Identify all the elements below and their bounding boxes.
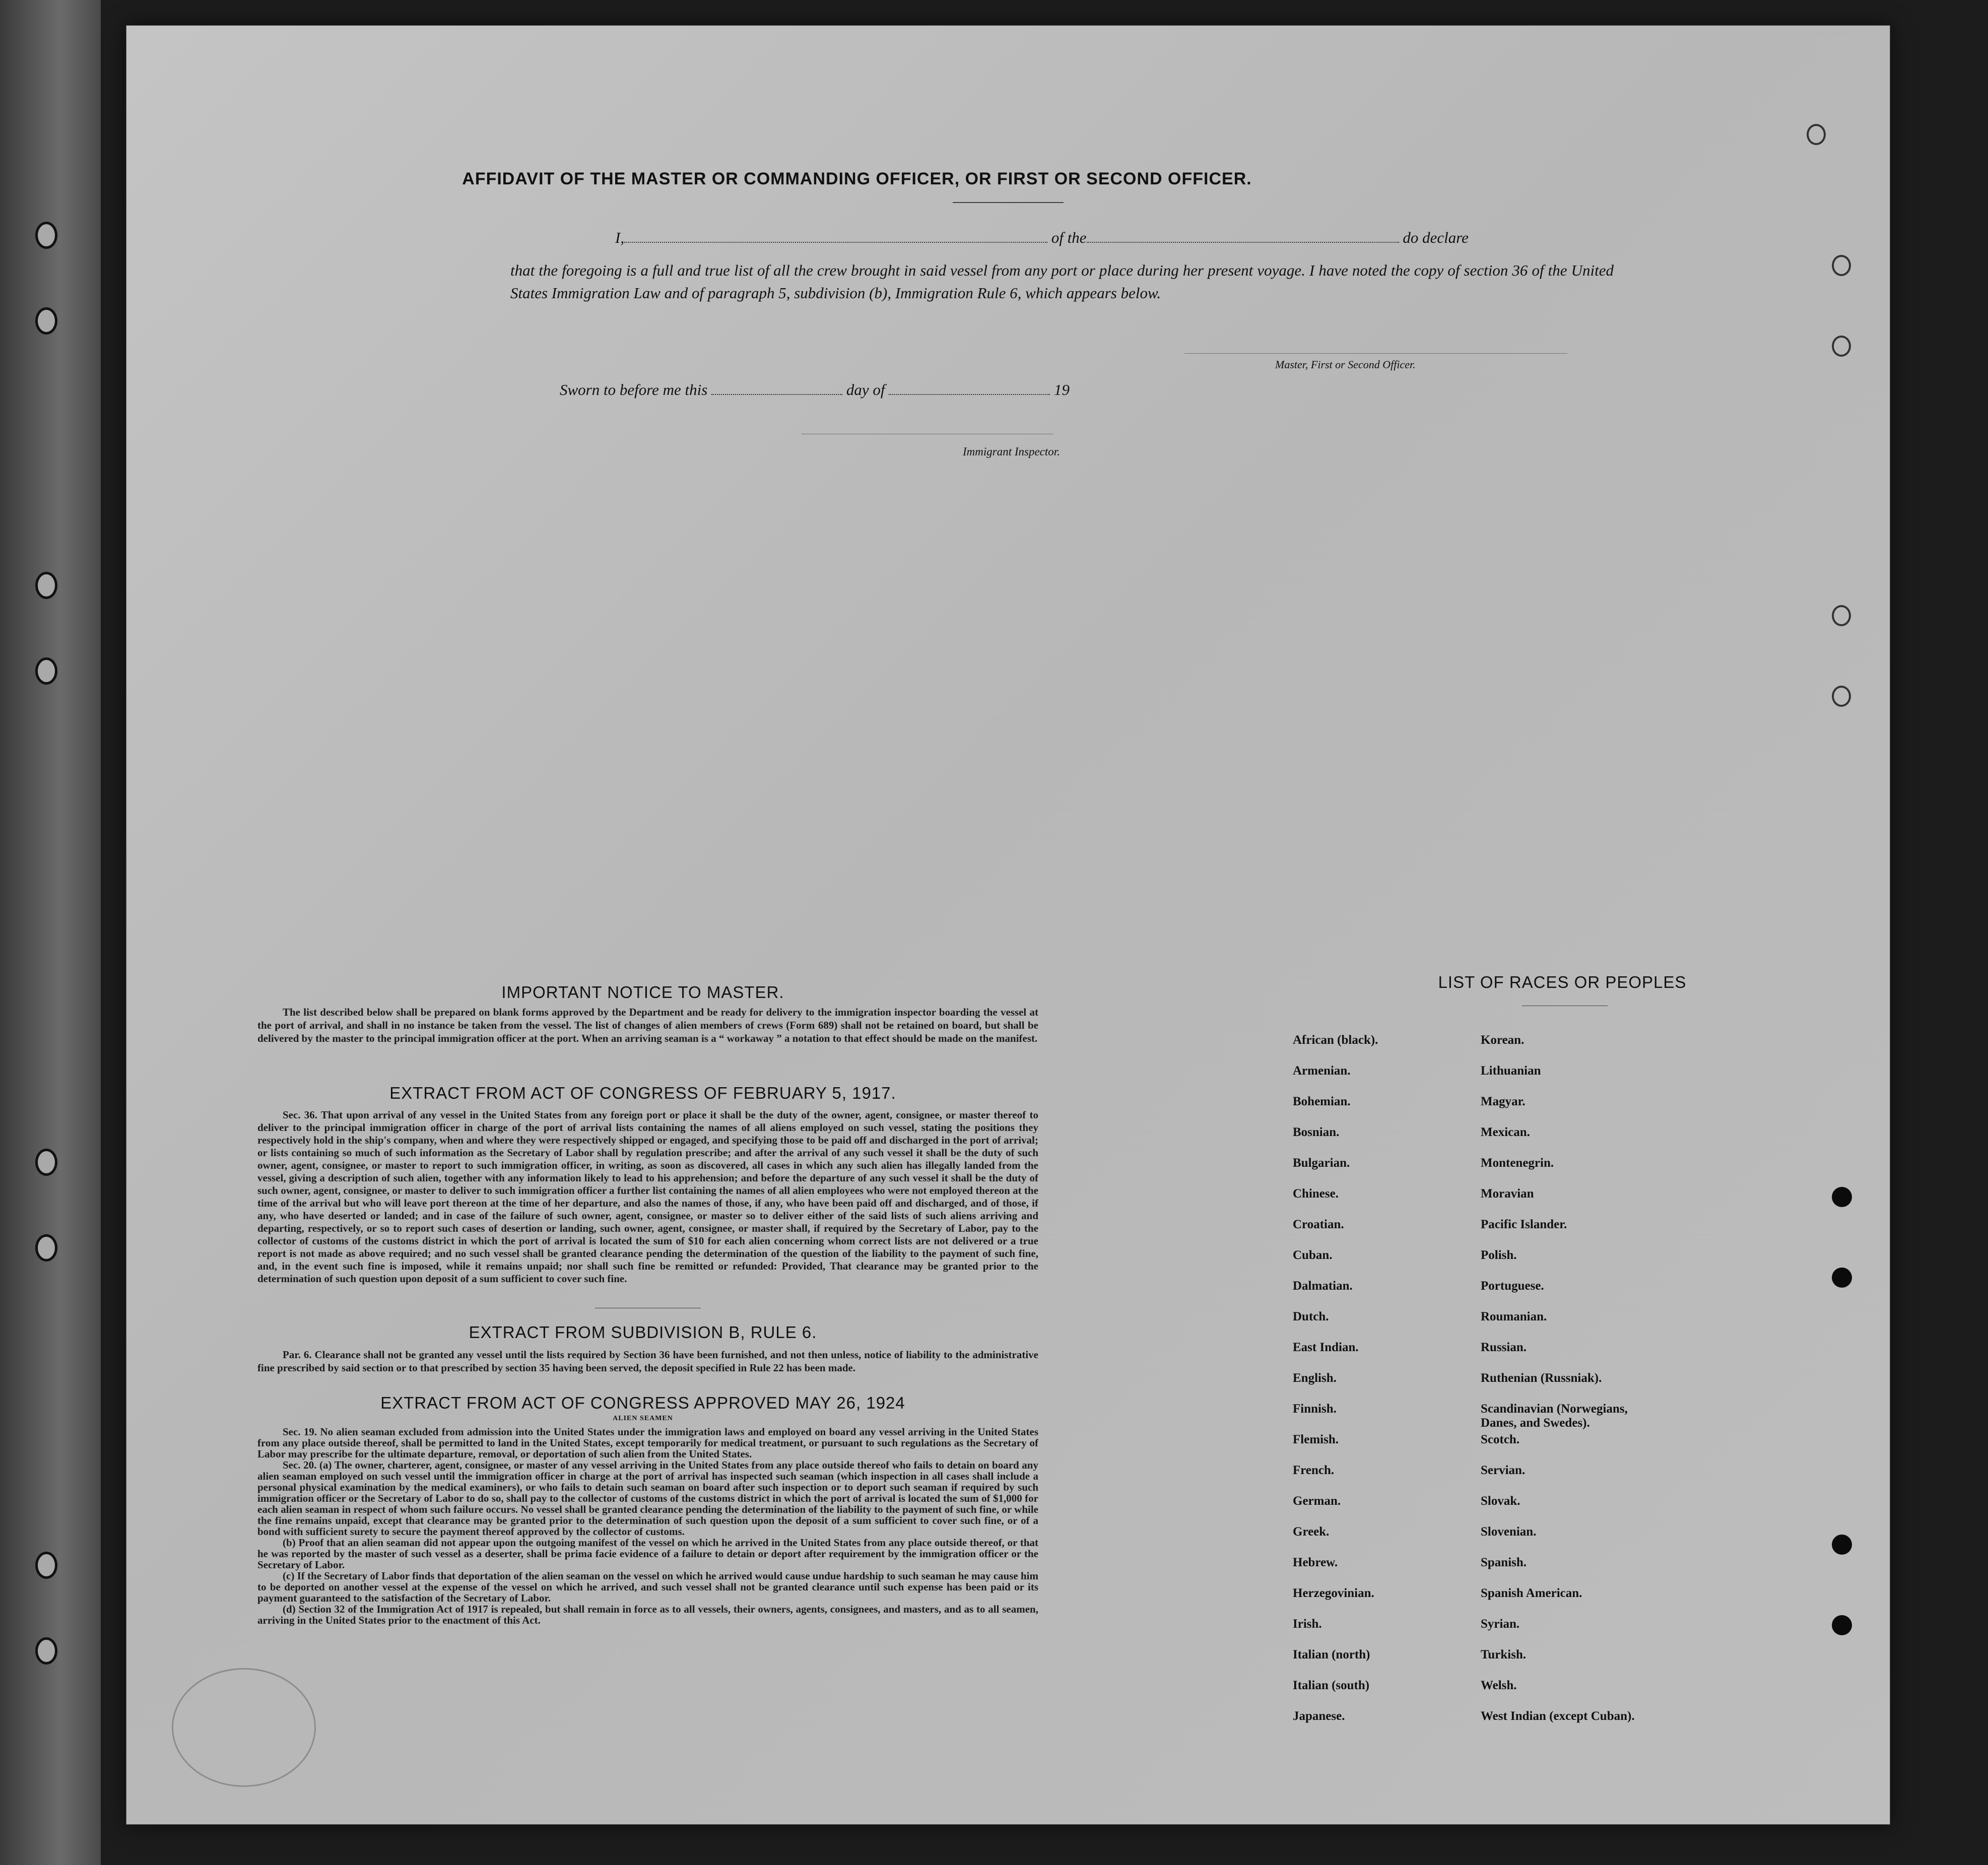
race-item: French. [1293,1463,1335,1477]
punch-hole [1832,605,1851,626]
binding-ring [35,657,57,685]
race-item: Spanish. [1481,1556,1527,1569]
race-item: Syrian. [1481,1617,1520,1631]
rule-6-text: Par. 6. Clearance shall not be granted any vessel until the lists required by Section 36 have been furnished, and not then unless, notice of liability to the administrative fine prescribed by said section or to that prescribed by section 35 having been served, the deposit specified in Rule 22 has been made. [257,1349,1038,1374]
race-item: Armenian. [1293,1064,1351,1078]
sworn-text: Sworn to before me this [560,381,708,398]
race-item: Slovenian. [1481,1525,1537,1539]
race-item: Welsh. [1481,1679,1517,1692]
race-item: Moravian [1481,1187,1534,1201]
inspector-caption: Immigrant Inspector. [963,445,1060,458]
sworn-day-field[interactable] [711,394,842,395]
race-item: Finnish. [1293,1402,1337,1416]
race-item: Servian. [1481,1463,1526,1477]
punch-hole [1832,255,1851,276]
race-item: Italian (south) [1293,1679,1370,1692]
race-item: Chinese. [1293,1187,1339,1201]
punch-dot [1832,1535,1852,1555]
race-item: Scandinavian (Norwegians, Danes, and Swedes). [1481,1402,1628,1430]
act-1924-sec19: Sec. 19. No alien seaman excluded from admission into the United States under the immigration laws and employed on board any vessel arriving in the United States from any place outside thereof, shall be permitted to land in the United States, except temporarily for medical treatment, or pursuant to such regulations as the Secretary of Labor may prescribe for the ultimate departure, removal, or deportation of such alien from the United States. [257,1426,1038,1460]
race-item: Bulgarian. [1293,1156,1350,1170]
name-field[interactable] [624,242,1047,243]
affidavit-i: I, [615,229,625,246]
act-1924-sec20c: (c) If the Secretary of Labor finds that deportation of the alien seaman on the vessel on which he arrived would cause undue hardship to such seaman he may cause him to be deported on another vessel at the expense of the vessel on which he arrived, and such vessel shall not be granted clearance until such expense has been paid or its payment guaranteed to the satisfaction of the Secretary of Labor. [257,1570,1038,1604]
race-item: Korean. [1481,1033,1525,1047]
race-item: Flemish. [1293,1433,1339,1446]
act-1917-text: Sec. 36. That upon arrival of any vessel in the United States from any foreign port or place it shall be the duty of the owner, agent, consignee, or master thereof to deliver to the principal immigration officer in charge of the port of arrival lists containing the names of all aliens employed on such vessel, stating the positions they respectively hold in the ship's company, when and where they were respectively shipped or engaged, and specifying those to be paid off and discharged in the port of arrival; or lists containing so much of such information as the Secretary of Labor shall by regulation prescribe; and after the arrival of any such vessel it shall be the duty of such owner, agent, consignee, or master to report to such immigration officer, in writing, as soon as discovered, all cases in which any such alien has illegally landed from the vessel, giving a description of such alien, together with any information likely to lead to his apprehension; and before the departure of any such vessel it shall be the duty of such owner, agent, consignee, or master to deliver to such immigration officer a further list containing the names of all alien employees who were not employed thereon at the time of the arrival but who will leave port thereon at the time of her departure, and also the names of those, if any, who have been paid off and discharged, and of those, if any, who have deserted or landed; and in case of the failure of such owner, agent, consignee, or master so to deliver either of the said lists of such aliens arriving and departing, respectively, or so to report such cases of desertion or landing, such owner, agent, consignee, or master shall, if required by the Secretary of Labor, pay to the collector of customs of the customs district in which the port of arrival is located the sum of $10 for each alien concerning whom correct lists are not delivered or a true report is not made as above required; and no such vessel shall be granted clearance pending the determination of the question of the liability to the payment of such fine, and, in the event such fine is imposed, while it remains unpaid; nor shall such fine be remitted or refunded: Provided, That clearance may be granted prior to the determination of such question upon deposit of a sum sufficient to cover such fine. [257,1109,1038,1285]
race-item: Greek. [1293,1525,1330,1539]
punch-hole [1832,686,1851,707]
race-item: Polish. [1481,1248,1517,1262]
race-item: Dutch. [1293,1310,1329,1323]
year-text: 19 [1053,381,1070,398]
race-item: Lithuanian [1481,1064,1541,1078]
race-item: Japanese. [1293,1709,1345,1723]
race-item: Roumanian. [1481,1310,1547,1323]
binding-ring [35,1234,57,1261]
sworn-month-field[interactable] [889,394,1050,395]
race-item: Italian (north) [1293,1648,1370,1661]
divider [953,202,1064,203]
race-item: German. [1293,1494,1341,1508]
race-item: Herzegovinian. [1293,1586,1374,1600]
binding-ring [35,307,57,335]
race-item: West Indian (except Cuban). [1481,1709,1635,1723]
race-item: Magyar. [1481,1095,1526,1108]
act-1924-subtitle: ALIEN SEAMEN [613,1415,673,1422]
signature-caption: Master, First or Second Officer. [1275,358,1416,371]
race-item: Pacific Islander. [1481,1218,1567,1231]
race-item: English. [1293,1371,1337,1385]
act-1924-sec20d: (d) Section 32 of the Immigration Act of 1917 is repealed, but shall remain in force as to all vessels, their owners, agents, consignees, and masters, and as to all seamen, arriving in the United States prior to the enactment of this Act. [257,1603,1038,1626]
punch-hole [1807,124,1826,145]
race-item: Spanish American. [1481,1586,1582,1600]
album-binding [0,0,101,1865]
race-item: Croatian. [1293,1218,1344,1231]
race-item: Irish. [1293,1617,1322,1631]
affidavit-of-the: of the [1051,229,1087,246]
act-1924-sec20b: (b) Proof that an alien seaman did not appear upon the outgoing manifest of the vessel on which he arrived in the United States from any place outside thereof, or that he was reported by the master of such vessel as a deserter, shall be prima facie evidence of a failure to detain or deport after requirement by the immigration officer or the Secretary of Labor. [257,1537,1038,1571]
race-item: Montenegrin. [1481,1156,1554,1170]
race-item: Russian. [1481,1341,1527,1354]
signature-line[interactable] [1184,353,1567,354]
race-item: Turkish. [1481,1648,1527,1661]
race-item: Scotch. [1481,1433,1520,1446]
race-item: Dalmatian. [1293,1279,1353,1293]
binding-ring [35,1149,57,1176]
notice-title: IMPORTANT NOTICE TO MASTER. [501,983,784,1002]
affidavit-title: AFFIDAVIT OF THE MASTER OR COMMANDING OFFICER, OR FIRST OR SECOND OFFICER. [462,169,1252,188]
race-item: Slovak. [1481,1494,1520,1508]
race-item: Portuguese. [1481,1279,1544,1293]
race-item: Mexican. [1481,1125,1530,1139]
sworn-line [560,381,1265,399]
affidavit-body: that the foregoing is a full and true list of all the crew brought in said vessel from any port or place during her present voyage. I have noted the copy of section 36 of the United States Immigration Law and of paragraph 5, subdivision (b), Immigration Rule 6, which appears below. [510,261,1614,302]
act-1917-title: EXTRACT FROM ACT OF CONGRESS OF FEBRUARY 5, 1917. [389,1084,896,1102]
binding-ring [35,1637,57,1664]
punch-dot [1832,1268,1852,1288]
day-of-text: day of [846,381,885,398]
act-1924-text [257,1426,1038,1626]
binding-ring [35,222,57,249]
document-page [126,25,1890,1825]
act-1924-title: EXTRACT FROM ACT OF CONGRESS APPROVED MAY 26, 1924 [380,1393,905,1412]
race-item: Cuban. [1293,1248,1333,1262]
race-item: Ruthenian (Russniak). [1481,1371,1602,1385]
race-item: Hebrew. [1293,1556,1338,1569]
binding-ring [35,1552,57,1579]
race-item: Bohemian. [1293,1095,1351,1108]
punch-dot [1832,1187,1852,1207]
act-1924-sec20a: Sec. 20. (a) The owner, charterer, agent, consignee, or master of any vessel arriving in the United States from any place outside thereof who fails to detain on board any alien seaman employed on such vessel until the immigration officer in charge at the port of arrival has inspected such seaman (which inspection in all cases shall include a personal physical examination by the medical examiners), or who fails to detain such seaman on board after such inspection or to deport such seaman if required by such immigration officer or the Secretary of Labor to do so, shall pay to the collector of customs of the customs district in which the port of arrival is located the sum of $1,000 for each alien seaman in respect of whom such failure occurs. No vessel shall be granted clearance pending the determination of the liability to the payment of such fine, or while the fine remains unpaid, except that clearance may be granted prior to the determination of such question upon the deposit of a sum sufficient to cover such fine, or of a bond with sufficient surety to secure the payment thereof approved by the collector of customs. [257,1459,1038,1538]
races-title: LIST OF RACES OR PEOPLES [1438,973,1687,991]
race-item: African (black). [1293,1033,1378,1047]
affidavit-declare: do declare [1403,229,1469,246]
affidavit-line1 [535,229,1643,247]
race-item: Bosnian. [1293,1125,1340,1139]
punch-hole [1832,336,1851,357]
race-item: East Indian. [1293,1341,1359,1354]
notice-text: The list described below shall be prepared on blank forms approved by the Department and be ready for delivery to the immigration inspector boarding the vessel at the port of arrival, and shall in no instance be taken from the vessel. The list of changes of alien members of crews (Form 689) shall not be retained on board, but shall be delivered by the master to the principal immigration officer at the port. When an arriving seaman is a “ workaway ” a notation to that effect should be made on the manifest. [257,1006,1038,1044]
faded-stamp [172,1668,316,1787]
rule-6-title: EXTRACT FROM SUBDIVISION B, RULE 6. [469,1323,817,1342]
vessel-field[interactable] [1087,242,1399,243]
binding-ring [35,572,57,599]
punch-dot [1832,1615,1852,1635]
